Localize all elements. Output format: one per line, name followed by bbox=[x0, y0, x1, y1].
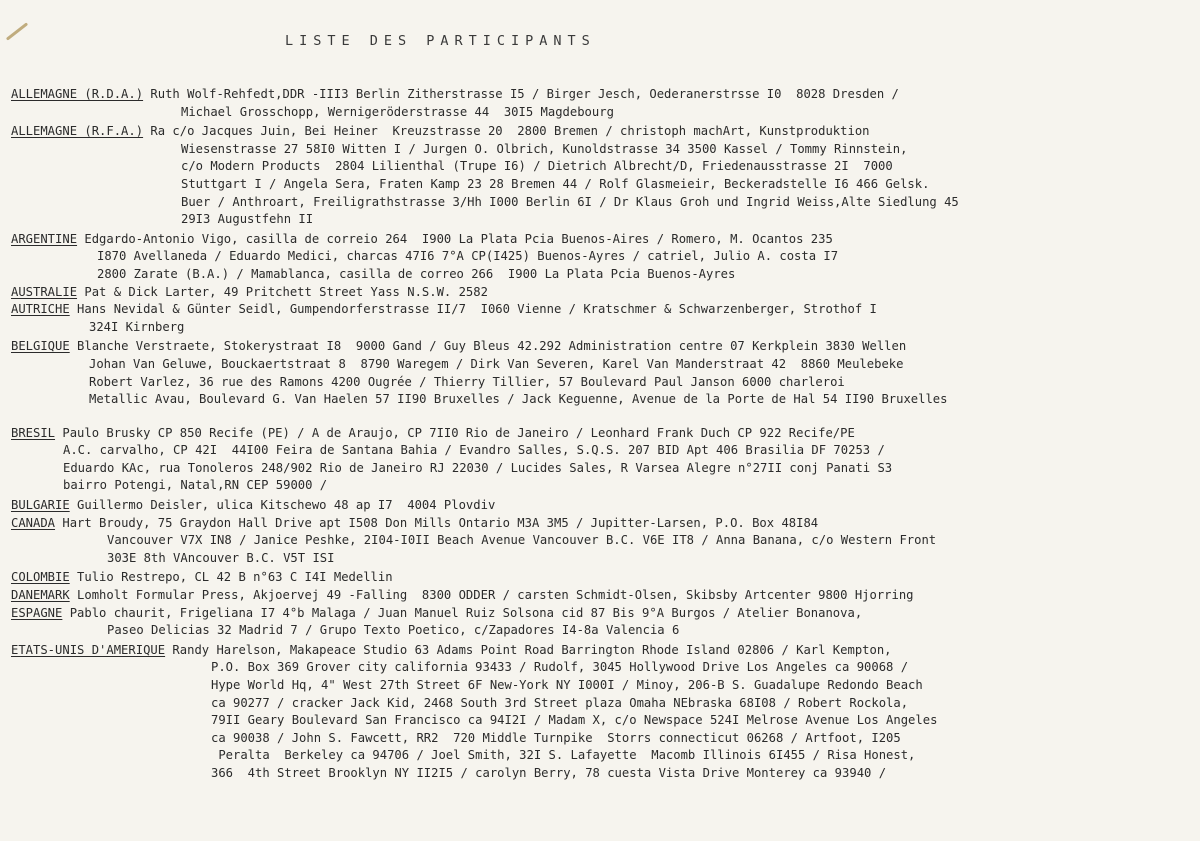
participant-entry bbox=[11, 569, 1196, 587]
entry-line: Metallic Avau, Boulevard G. Van Haelen 57 II90 Bruxelles / Jack Keguenne, Avenue de la Porte de Hal 54 II90 Bruxelles bbox=[89, 392, 948, 407]
participant-entry bbox=[11, 642, 1196, 783]
address-text: Tulio Restrepo, CL 42 B n°63 C I4I Medellin bbox=[69, 570, 393, 585]
entry-line: 324I Kirnberg bbox=[89, 319, 185, 334]
entry-line bbox=[11, 642, 1196, 660]
participant-entry bbox=[11, 123, 1196, 229]
country-label: COLOMBIE bbox=[11, 570, 70, 585]
entry-line bbox=[11, 231, 1196, 249]
address-text: Ra c/o Jacques Juin, Bei Heiner Kreuzstrasse 20 2800 Bremen / christoph machArt, Kunstproduktion bbox=[143, 124, 870, 139]
country-label: ALLEMAGNE (R.D.A.) bbox=[11, 87, 144, 101]
country-label: ALLEMAGNE (R.F.A.) bbox=[11, 124, 144, 139]
address-text: Paulo Brusky CP 850 Recife (PE) / A de Araujo, CP 7II0 Rio de Janeiro / Leonhard Frank Duch CP 922 Recife/PE bbox=[55, 425, 855, 440]
address-text: Blanche Verstraete, Stokerystraat I8 9000 Gand / Guy Bleus 42.292 Administration centre 07 Kerkplein 3830 Wellen bbox=[69, 339, 907, 354]
entry-line: Michael Grosschopp, Wernigeröderstrasse 44 30I5 Magdebourg bbox=[181, 104, 614, 119]
entry-line: Johan Van Geluwe, Bouckaertstraat 8 8790 Waregem / Dirk Van Severen, Karel Van Manderstraat 42 8860 Meulebeke bbox=[89, 356, 904, 371]
participant-entry bbox=[11, 497, 1196, 515]
entry-line bbox=[11, 301, 1196, 319]
address-text: Randy Harelson, Makapeace Studio 63 Adams Point Road Barrington Rhode Island 02806 / Karl Kempton, bbox=[165, 642, 892, 657]
country-label: BULGARIE bbox=[11, 498, 70, 513]
entry-line: A.C. carvalho, CP 42I 44I00 Feira de Santana Bahia / Evandro Salles, S.Q.S. 207 BID Apt 406 Brasilia DF 70253 / bbox=[63, 443, 885, 458]
entry-line: ca 90038 / John S. Fawcett, RR2 720 Middle Turnpike Storrs connecticut 06268 / Artfoot, I205 bbox=[211, 730, 901, 745]
entry-line: ca 90277 / cracker Jack Kid, 2468 South 3rd Street plaza Omaha NEbraska 68I08 / Robert Rockola, bbox=[211, 695, 909, 710]
entry-line: Paseo Delicias 32 Madrid 7 / Grupo Texto Poetico, c/Zapadores I4-8a Valencia 6 bbox=[107, 623, 680, 638]
entry-line: Eduardo KAc, rua Tonoleros 248/902 Rio de Janeiro RJ 22030 / Lucides Sales, R Varsea Alegre n°27II conj Panati S3 bbox=[63, 460, 893, 475]
country-label: BRESIL bbox=[11, 425, 56, 440]
country-label: AUTRICHE bbox=[11, 302, 70, 317]
entry-line: 366 4th Street Brooklyn NY II2I5 / carolyn Berry, 78 cuesta Vista Drive Monterey ca 93940 / bbox=[211, 765, 887, 780]
entry-line: 29I3 Augustfehn II bbox=[181, 212, 314, 227]
address-text: Lomholt Formular Press, Akjoervej 49 -Falling 8300 ODDER / carsten Schmidt-Olsen, Skibsby Artcenter 9800 Hjorring bbox=[69, 588, 914, 603]
entry-line: Buer / Anthroart, Freiligrathstrasse 3/Hh I000 Berlin 6I / Dr Klaus Groh und Ingrid Weiss,Alte Siedlung 45 bbox=[181, 194, 959, 209]
participant-entry bbox=[11, 587, 1196, 605]
participant-entry bbox=[11, 338, 1196, 408]
entry-line: Vancouver V7X IN8 / Janice Peshke, 2I04-I0II Beach Avenue Vancouver B.C. V6E IT8 / Anna Banana, c/o Western Front bbox=[107, 533, 937, 548]
participant-entry bbox=[11, 301, 1196, 336]
entry-line bbox=[11, 497, 1196, 515]
participant-entry bbox=[11, 284, 1196, 302]
entry-line: 79II Geary Boulevard San Francisco ca 94I2I / Madam X, c/o Newspace 524I Melrose Avenue Los Angeles bbox=[211, 713, 938, 728]
country-label: DANEMARK bbox=[11, 588, 70, 603]
address-text: Guillermo Deisler, ulica Kitschewo 48 ap I7 4004 Plovdiv bbox=[69, 498, 496, 513]
address-text: Edgardo-Antonio Vigo, casilla de correio 264 I900 La Plata Pcia Buenos-Aires / Romero, M. Ocantos 235 bbox=[77, 231, 833, 246]
entry-line bbox=[11, 123, 1196, 141]
entry-line: bairro Potengi, Natal,RN CEP 59000 / bbox=[63, 478, 328, 493]
participant-entry bbox=[11, 605, 1196, 640]
entry-line bbox=[11, 587, 1196, 605]
participant-entry bbox=[11, 231, 1196, 284]
entry-line bbox=[11, 605, 1196, 623]
participant-entry bbox=[11, 425, 1196, 495]
participant-entry bbox=[11, 86, 1196, 121]
address-text: Pat & Dick Larter, 49 Pritchett Street Yass N.S.W. 2582 bbox=[77, 284, 488, 299]
country-label: ETATS-UNIS D'AMERIQUE bbox=[11, 642, 166, 657]
entry-line: I870 Avellaneda / Eduardo Medici, charcas 47I6 7°A CP(I425) Buenos-Ayres / catriel, Julio A. costa I7 bbox=[97, 249, 839, 264]
entry-line bbox=[11, 86, 1196, 104]
page-title: LISTE DES PARTICIPANTS bbox=[285, 33, 596, 49]
entry-line: Stuttgart I / Angela Sera, Fraten Kamp 23 28 Bremen 44 / Rolf Glasmeieir, Beckeradstelle I6 466 Gelsk. bbox=[181, 176, 930, 191]
country-label: AUSTRALIE bbox=[11, 284, 78, 299]
entry-line: 303E 8th VAncouver B.C. V5T ISI bbox=[107, 550, 335, 565]
address-text: Ruth Wolf-Rehfedt,DDR -III3 Berlin Zitherstrasse I5 / Birger Jesch, Oederanerstrsse I0 8028 Dresden / bbox=[143, 87, 899, 101]
country-label: ARGENTINE bbox=[11, 231, 78, 246]
entry-line: c/o Modern Products 2804 Lilienthal (Trupe I6) / Dietrich Albrecht/D, Friedenausstrasse 2I 7000 bbox=[181, 159, 893, 174]
entry-line: Peralta Berkeley ca 94706 / Joel Smith, 32I S. Lafayette Macomb Illinois 6I455 / Risa Honest, bbox=[211, 748, 916, 763]
address-text: Hans Nevidal & Günter Seidl, Gumpendorferstrasse II/7 I060 Vienne / Kratschmer & Schwarzenberger, Strothof I bbox=[69, 302, 877, 317]
participant-list bbox=[11, 86, 1196, 783]
pencil-mark bbox=[6, 22, 28, 40]
country-label: CANADA bbox=[11, 515, 56, 530]
entry-line bbox=[11, 338, 1196, 356]
entry-line bbox=[11, 515, 1196, 533]
participant-entry bbox=[11, 515, 1196, 568]
entry-line bbox=[11, 569, 1196, 587]
entry-line bbox=[11, 284, 1196, 302]
address-text: Pablo chaurit, Frigeliana I7 4°b Malaga / Juan Manuel Ruiz Solsona cid 87 Bis 9°A Burgos / Atelier Bonanova, bbox=[62, 605, 863, 620]
entry-line: Hype World Hq, 4" West 27th Street 6F New-York NY I000I / Minoy, 206-B S. Guadalupe Redondo Beach bbox=[211, 678, 923, 692]
country-label: BELGIQUE bbox=[11, 339, 70, 354]
entry-line: P.O. Box 369 Grover city california 93433 / Rudolf, 3045 Hollywood Drive Los Angeles ca 90068 / bbox=[211, 660, 909, 675]
entry-line: 2800 Zarate (B.A.) / Mamablanca, casilla de correo 266 I900 La Plata Pcia Buenos-Ayres bbox=[97, 266, 736, 281]
address-text: Hart Broudy, 75 Graydon Hall Drive apt I508 Don Mills Ontario M3A 3M5 / Jupitter-Larsen, P.O. Box 48I84 bbox=[55, 515, 819, 530]
country-label: ESPAGNE bbox=[11, 605, 63, 620]
entry-line: Robert Varlez, 36 rue des Ramons 4200 Ougrée / Thierry Tillier, 57 Boulevard Paul Janson 6000 charleroi bbox=[89, 374, 845, 389]
entry-line: Wiesenstrasse 27 58I0 Witten I / Jurgen O. Olbrich, Kunoldstrasse 34 3500 Kassel / Tommy Rinnstein, bbox=[181, 141, 908, 156]
entry-line bbox=[11, 425, 1196, 443]
